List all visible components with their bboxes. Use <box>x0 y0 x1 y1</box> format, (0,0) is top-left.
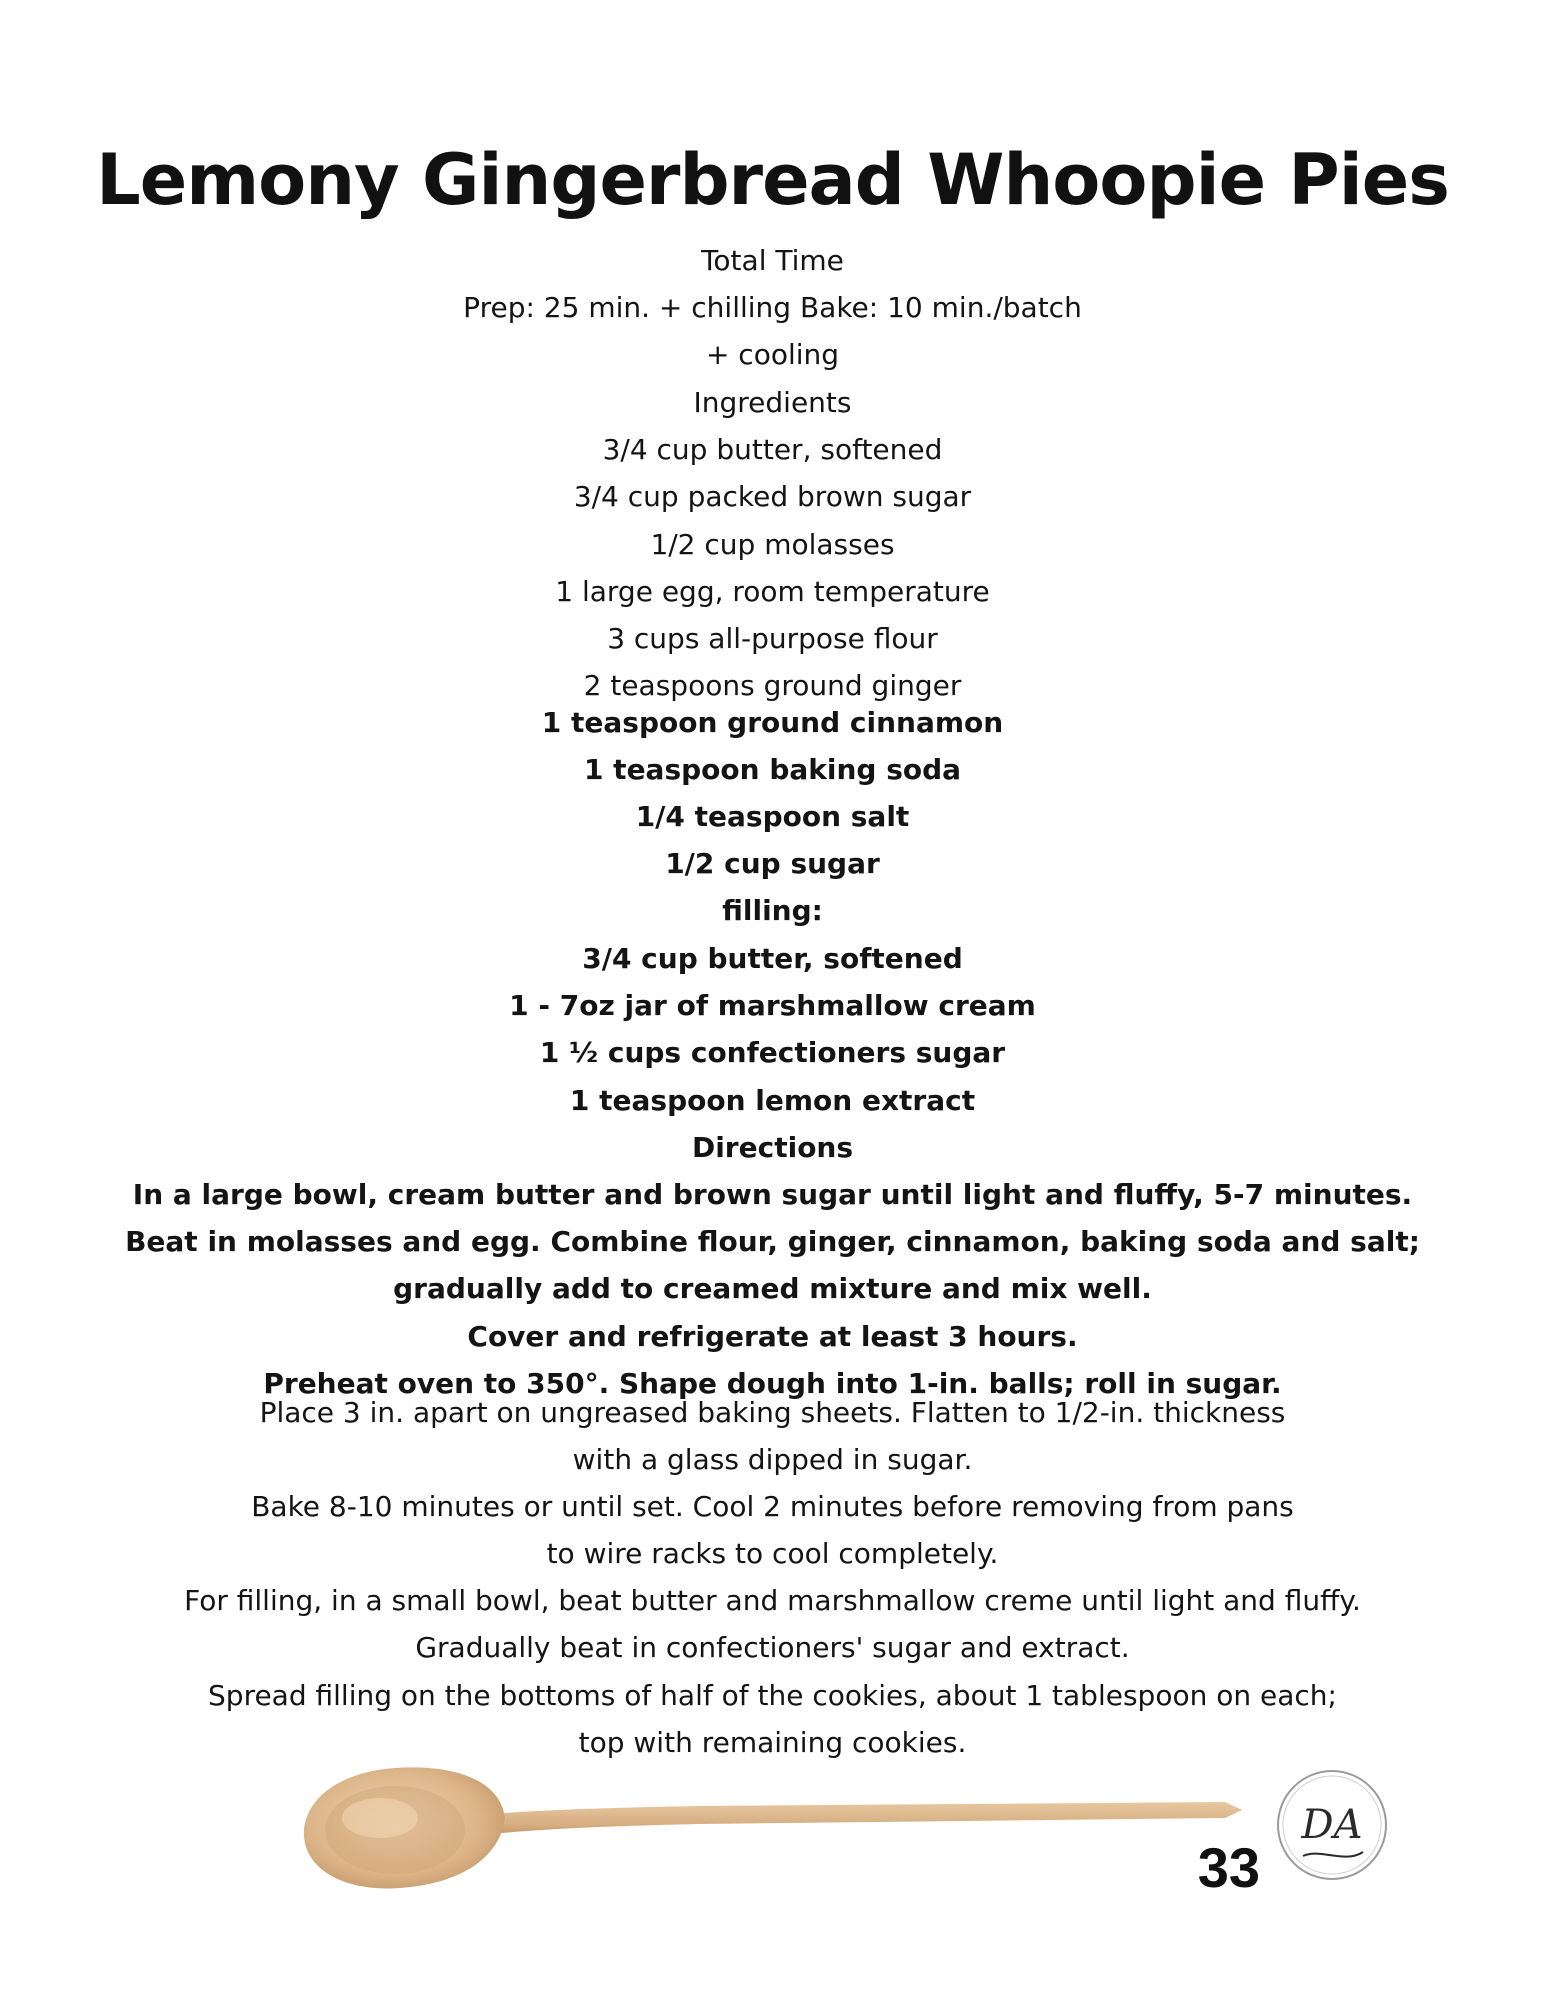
filling-heading: filling: <box>722 894 823 927</box>
direction-line: gradually add to creamed mixture and mix well. <box>393 1272 1152 1305</box>
direction-line: Spread filling on the bottoms of half of the cookies, about 1 tablespoon on each; <box>208 1679 1337 1712</box>
da-monogram-icon <box>1275 1768 1389 1882</box>
direction-line: Preheat oven to 350°. Shape dough into 1-in. balls; roll in sugar. <box>263 1367 1282 1400</box>
direction-line: with a glass dipped in sugar. <box>572 1443 973 1476</box>
ingredient-item: 3/4 cup packed brown sugar <box>573 480 972 513</box>
ingredient-item: 3 cups all-purpose flour <box>607 622 938 655</box>
logo-text: DA <box>1301 1802 1363 1848</box>
ingredient-item: 1/4 teaspoon salt <box>635 800 910 833</box>
direction-line: Cover and refrigerate at least 3 hours. <box>467 1320 1078 1353</box>
direction-line: to wire racks to cool completely. <box>546 1537 999 1570</box>
ingredient-item: 1 large egg, room temperature <box>555 575 990 608</box>
filling-item: 1 - 7oz jar of marshmallow cream <box>509 989 1036 1022</box>
direction-line: Place 3 in. apart on ungreased baking sheets. Flatten to 1/2-in. thickness <box>259 1396 1286 1429</box>
ingredient-item: 1 teaspoon ground cinnamon <box>541 706 1004 739</box>
filling-item: 3/4 cup butter, softened <box>582 942 963 975</box>
ingredient-item: 1 teaspoon baking soda <box>583 753 962 786</box>
ingredient-item: 1/2 cup molasses <box>650 528 895 561</box>
ingredient-item: 2 teaspoons ground ginger <box>583 669 962 702</box>
page-title: Lemony Gingerbread Whoopie Pies <box>96 139 1449 221</box>
ingredients-heading: Ingredients <box>693 386 852 419</box>
direction-line: Beat in molasses and egg. Combine flour, ginger, cinnamon, baking soda and salt; <box>125 1225 1420 1258</box>
total-time-label: Total Time <box>701 244 844 277</box>
page-number: 33 <box>1197 1836 1260 1899</box>
direction-line: top with remaining cookies. <box>578 1726 967 1759</box>
wooden-spoon-icon <box>300 1758 1250 1898</box>
direction-line: For filling, in a small bowl, beat butter and marshmallow creme until light and fluffy. <box>184 1584 1361 1617</box>
ingredient-item: 3/4 cup butter, softened <box>602 433 943 466</box>
time-details-line-1: Prep: 25 min. + chilling Bake: 10 min./batch <box>463 291 1082 324</box>
filling-item: 1 ½ cups confectioners sugar <box>539 1036 1006 1069</box>
filling-item: 1 teaspoon lemon extract <box>569 1084 976 1117</box>
direction-line: Gradually beat in confectioners' sugar and extract. <box>415 1631 1130 1664</box>
direction-line: In a large bowl, cream butter and brown sugar until light and fluffy, 5-7 minutes. <box>132 1178 1413 1211</box>
directions-heading: Directions <box>691 1131 854 1164</box>
ingredient-item: 1/2 cup sugar <box>665 847 880 880</box>
direction-line: Bake 8-10 minutes or until set. Cool 2 minutes before removing from pans <box>251 1490 1294 1523</box>
time-details-line-2: + cooling <box>705 338 840 371</box>
